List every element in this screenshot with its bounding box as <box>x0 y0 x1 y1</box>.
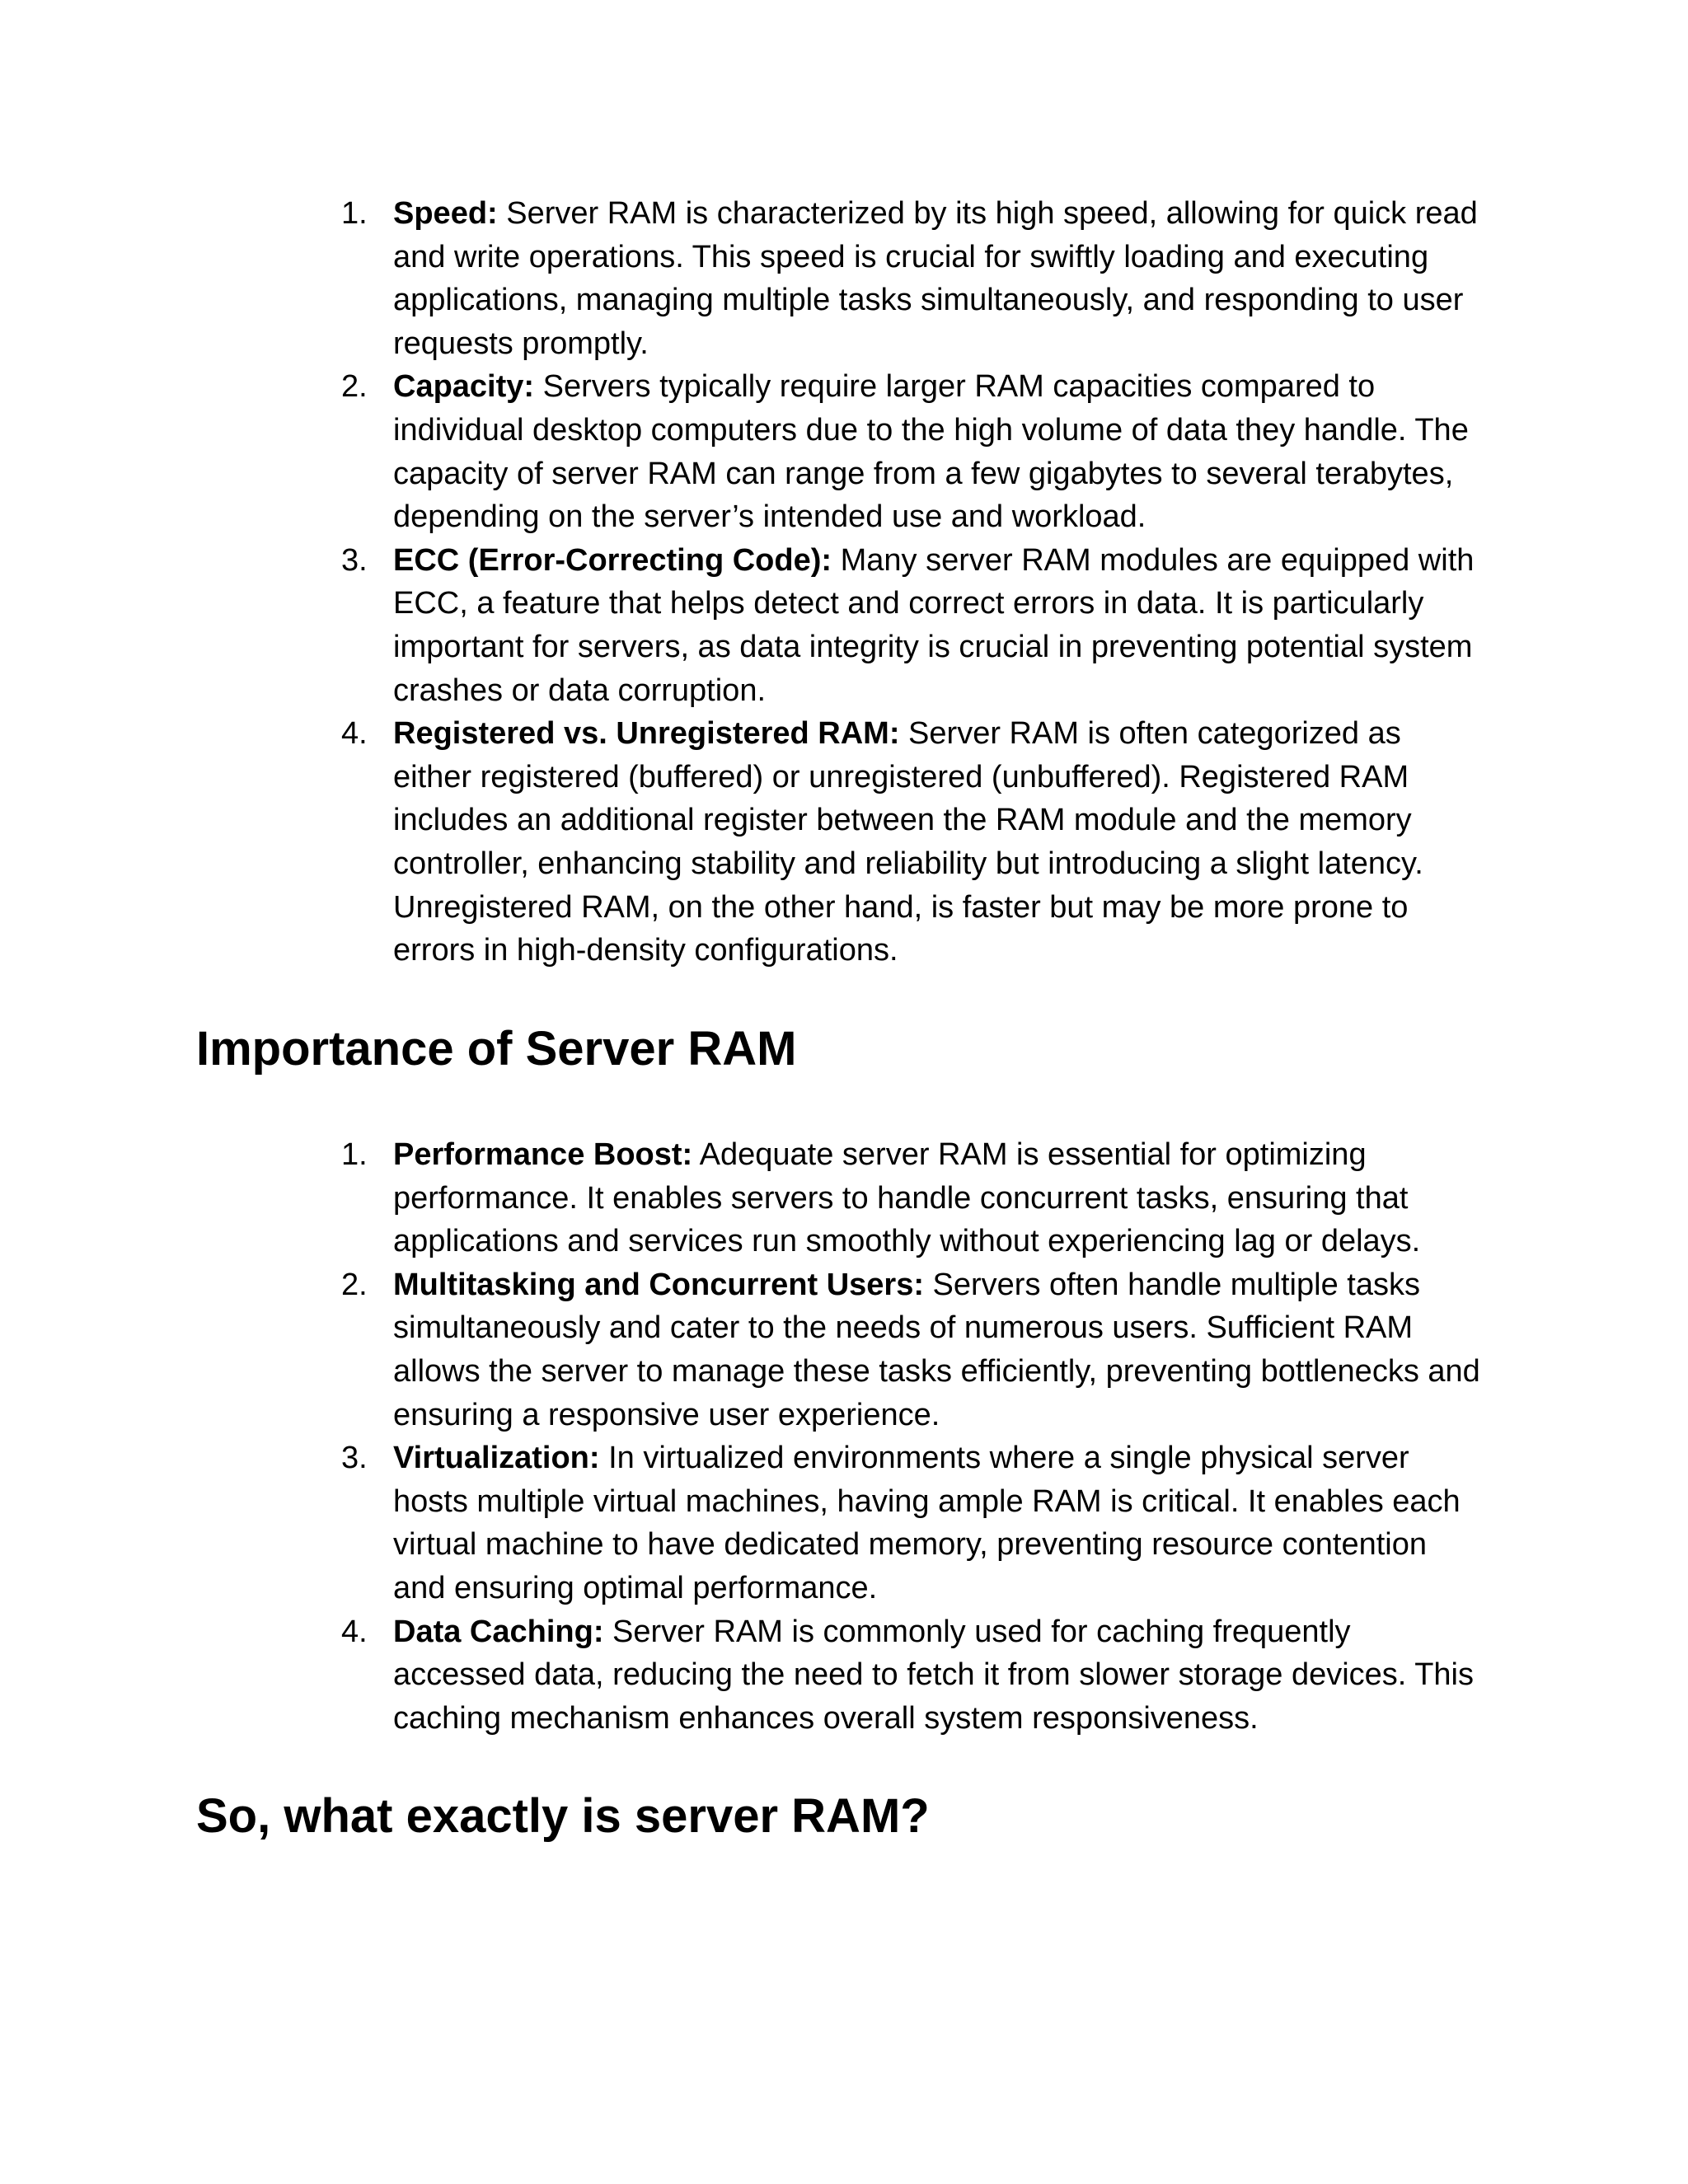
list-item-capacity <box>0 365 1485 538</box>
list-item-term: Performance Boost: <box>393 1137 693 1172</box>
list-item-text: Many server RAM modules are equipped with ECC, a feature that helps detect and correct errors in data. It is particularly important for servers, as data integrity is crucial in preventing potential system crashes or data corruption. <box>393 542 1475 708</box>
list-item-ecc <box>0 539 1485 712</box>
list-item-term: Registered vs. Unregistered RAM: <box>393 716 900 752</box>
list-item-text: Servers typically require larger RAM capacities compared to individual desktop computers due to the high volume of data they handle. The capacity of server RAM can range from a few gigabytes to several terabytes, depending on the server’s intended use and workload. <box>393 369 1469 535</box>
list-number: 2. <box>341 1267 368 1302</box>
list-item-term: Multitasking and Concurrent Users: <box>393 1267 924 1302</box>
list-number: 4. <box>341 1614 368 1649</box>
section-heading-what-is-server-ram: So, what exactly is server RAM? <box>196 1789 930 1843</box>
list-item-term: ECC (Error-Correcting Code): <box>393 542 832 578</box>
list-item-text: Server RAM is commonly used for caching frequently accessed data, reducing the need to fetch it from slower storage devices. This caching mechanism enhances overall system responsiveness. <box>393 1614 1474 1736</box>
list-number: 3. <box>341 1441 368 1476</box>
list-item-text: Server RAM is characterized by its high speed, allowing for quick read and write operations. This speed is crucial for swiftly loading and executing applications, managing multiple tasks simultaneously, and responding to user requests promptly. <box>393 196 1478 361</box>
list-item-speed <box>0 192 1485 365</box>
list-item-multitasking <box>0 1263 1485 1436</box>
list-number: 4. <box>341 716 368 752</box>
list-item-registered-vs-unregistered <box>0 712 1485 972</box>
list-item-term: Data Caching: <box>393 1614 604 1649</box>
list-number: 1. <box>341 1137 368 1172</box>
list-number: 3. <box>341 542 368 578</box>
list-item-virtualization <box>0 1436 1485 1610</box>
list-item-text: Adequate server RAM is essential for optimizing performance. It enables servers to handle concurrent tasks, ensuring that applications and services run smoothly without experiencing lag or delays. <box>393 1137 1421 1259</box>
list-item-performance-boost <box>0 1133 1485 1263</box>
list-item-text: In virtualized environments where a single physical server hosts multiple virtual machines, having ample RAM is critical. It enables each virtual machine to have dedicated memory, preventing resource contention and ensuring optimal performance. <box>393 1441 1461 1605</box>
list-item-text: Servers often handle multiple tasks simultaneously and cater to the needs of numerous users. Sufficient RAM allows the server to manage these tasks efficiently, preventing bottlenecks and ensuring a responsive user experience. <box>393 1267 1480 1432</box>
list-item-term: Virtualization: <box>393 1441 600 1476</box>
list-number: 1. <box>341 196 368 231</box>
list-item-data-caching <box>0 1610 1485 1741</box>
server-ram-importance-list <box>0 1133 1688 1740</box>
list-item-term: Speed: <box>393 196 498 231</box>
section-heading-importance: Importance of Server RAM <box>196 1022 797 1076</box>
list-item-text: Server RAM is often categorized as either registered (buffered) or unregistered (unbuffered). Registered RAM includes an additional register between the RAM module and the memory controller, enhancing stability and reliability but introducing a slight latency. Unregistered RAM, on the other hand, is faster but may be more prone to errors in high-density configurations. <box>393 716 1423 968</box>
list-number: 2. <box>341 369 368 405</box>
list-item-term: Capacity: <box>393 369 535 405</box>
server-ram-characteristics-list <box>0 192 1688 972</box>
